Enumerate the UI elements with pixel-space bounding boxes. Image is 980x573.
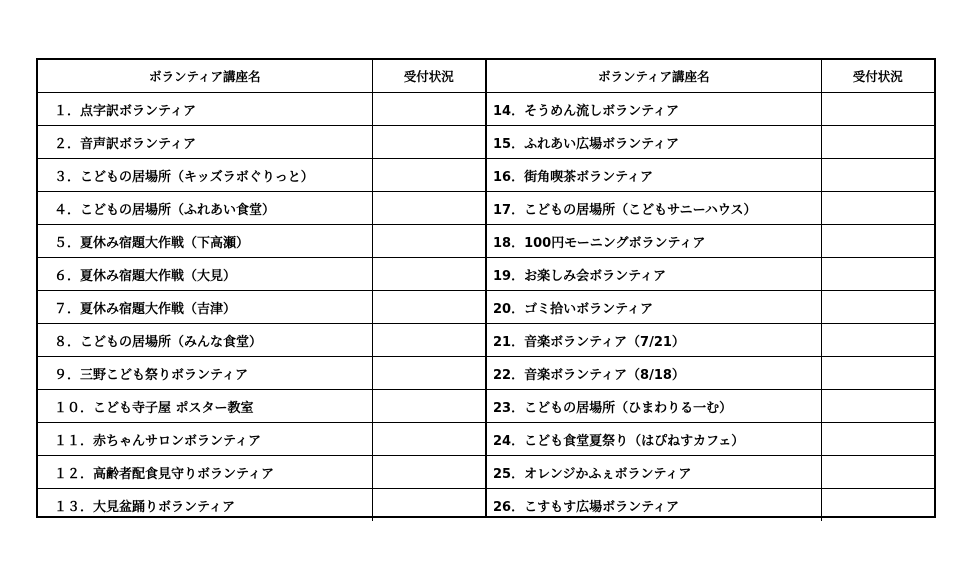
- table-row: [487, 357, 934, 390]
- course-rows-right: [487, 93, 934, 522]
- course-name-cell: 22．音楽ボランティア（8/18）: [487, 357, 821, 390]
- status-cell: [372, 324, 485, 357]
- course-name-cell: １．点字訳ボランティア: [38, 93, 372, 126]
- status-header: 受付状況: [821, 60, 934, 93]
- course-name-cell: ８．こどもの居場所（みんな食堂）: [38, 324, 372, 357]
- status-cell: [372, 489, 485, 522]
- status-cell: [821, 456, 934, 489]
- status-cell: [821, 192, 934, 225]
- course-name-header: ボランティア講座名: [38, 60, 372, 93]
- status-cell: [821, 489, 934, 522]
- table-row: [487, 324, 934, 357]
- course-name-cell: １０．こども寺子屋 ポスター教室: [38, 390, 372, 423]
- table-row: [487, 159, 934, 192]
- status-cell: [372, 225, 485, 258]
- status-cell: [821, 126, 934, 159]
- table-row: [38, 456, 485, 489]
- table-row: [487, 225, 934, 258]
- course-name-cell: １２．高齢者配食見守りボランティア: [38, 456, 372, 489]
- status-cell: [372, 357, 485, 390]
- table-row: [487, 390, 934, 423]
- course-name-cell: ７．夏休み宿題大作戦（吉津）: [38, 291, 372, 324]
- course-name-cell: 26．こすもす広場ボランティア: [487, 489, 821, 522]
- table-row: [487, 126, 934, 159]
- course-name-cell: 15．ふれあい広場ボランティア: [487, 126, 821, 159]
- course-name-cell: 23．こどもの居場所（ひまわりる一む）: [487, 390, 821, 423]
- status-cell: [372, 159, 485, 192]
- course-name-cell: 24．こども食堂夏祭り（はぴねすカフェ）: [487, 423, 821, 456]
- status-cell: [372, 192, 485, 225]
- table-row: [38, 423, 485, 456]
- table-row: [38, 93, 485, 126]
- course-name-cell: ６．夏休み宿題大作戦（大見）: [38, 258, 372, 291]
- course-name-header: ボランティア講座名: [487, 60, 821, 93]
- status-header: 受付状況: [372, 60, 485, 93]
- table-row: [38, 126, 485, 159]
- table-row: [38, 324, 485, 357]
- table-row: [38, 390, 485, 423]
- table-row: [487, 423, 934, 456]
- course-name-cell: 20．ゴミ拾いボランティア: [487, 291, 821, 324]
- status-cell: [821, 258, 934, 291]
- course-name-cell: １３．大見盆踊りボランティア: [38, 489, 372, 522]
- table-row: [487, 291, 934, 324]
- status-cell: [821, 225, 934, 258]
- course-name-cell: 14．そうめん流しボランティア: [487, 93, 821, 126]
- course-table-right-grid: [487, 60, 934, 521]
- header-row: [487, 60, 934, 93]
- course-table-right: [486, 58, 936, 518]
- course-name-cell: ３．こどもの居場所（キッズラボぐりっと）: [38, 159, 372, 192]
- course-name-cell: 21．音楽ボランティア（7/21）: [487, 324, 821, 357]
- status-cell: [372, 93, 485, 126]
- table-row: [487, 258, 934, 291]
- table-row: [487, 192, 934, 225]
- status-cell: [372, 456, 485, 489]
- volunteer-course-table: [36, 58, 936, 518]
- table-row: [487, 93, 934, 126]
- status-cell: [821, 159, 934, 192]
- course-name-cell: 25．オレンジかふぇボランティア: [487, 456, 821, 489]
- status-cell: [821, 291, 934, 324]
- table-row: [38, 258, 485, 291]
- header-row: [38, 60, 485, 93]
- table-row: [38, 192, 485, 225]
- status-cell: [372, 291, 485, 324]
- status-cell: [821, 93, 934, 126]
- status-cell: [821, 324, 934, 357]
- table-row: [38, 357, 485, 390]
- course-name-cell: ９．三野こども祭りボランティア: [38, 357, 372, 390]
- table-row: [487, 489, 934, 522]
- status-cell: [821, 357, 934, 390]
- course-name-cell: ４．こどもの居場所（ふれあい食堂）: [38, 192, 372, 225]
- table-row: [487, 456, 934, 489]
- table-row: [38, 291, 485, 324]
- course-table-left: [36, 58, 486, 518]
- table-row: [38, 159, 485, 192]
- course-name-cell: １１．赤ちゃんサロンボランティア: [38, 423, 372, 456]
- course-name-cell: 17．こどもの居場所（こどもサニーハウス）: [487, 192, 821, 225]
- table-row: [38, 225, 485, 258]
- course-name-cell: 18．100円モーニングボランティア: [487, 225, 821, 258]
- course-name-cell: 16．街角喫茶ボランティア: [487, 159, 821, 192]
- course-name-cell: 19．お楽しみ会ボランティア: [487, 258, 821, 291]
- course-table-left-grid: [38, 60, 485, 521]
- status-cell: [821, 390, 934, 423]
- course-rows-left: [38, 93, 485, 522]
- status-cell: [372, 126, 485, 159]
- status-cell: [372, 390, 485, 423]
- table-row: [38, 489, 485, 522]
- course-name-cell: ５．夏休み宿題大作戦（下高瀬）: [38, 225, 372, 258]
- status-cell: [372, 423, 485, 456]
- course-name-cell: ２．音声訳ボランティア: [38, 126, 372, 159]
- status-cell: [372, 258, 485, 291]
- status-cell: [821, 423, 934, 456]
